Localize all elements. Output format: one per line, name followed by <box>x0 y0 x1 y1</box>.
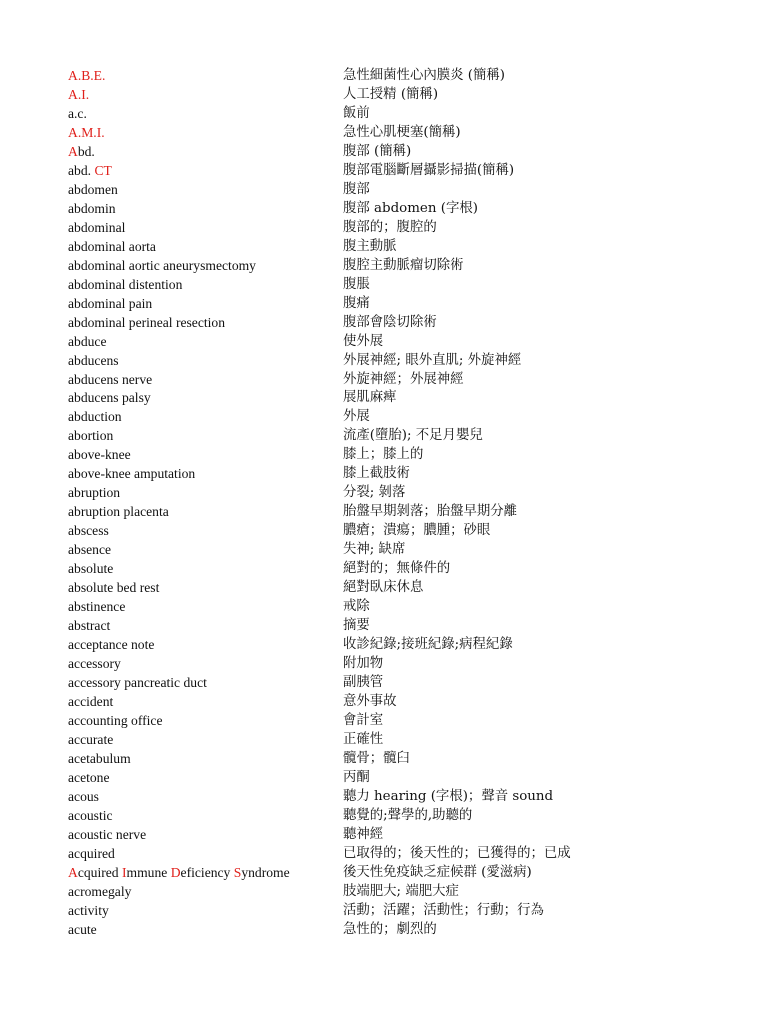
entry-term <box>68 845 115 864</box>
entry-definition: 使外展 <box>343 333 384 349</box>
entry-term <box>68 617 110 636</box>
term-text: acromegaly <box>68 883 132 899</box>
term-text: abdomin <box>68 200 116 216</box>
entry-term <box>68 921 97 940</box>
entry-definition: 髖骨；髖臼 <box>343 750 410 766</box>
entry-term <box>68 408 122 427</box>
glossary-entry <box>68 712 708 731</box>
entry-term <box>68 864 290 883</box>
glossary-entry <box>68 484 708 503</box>
entry-term <box>68 750 131 769</box>
entry-definition: 急性心肌梗塞(簡稱) <box>343 124 461 140</box>
entry-term <box>68 902 109 921</box>
glossary-entry <box>68 902 708 921</box>
term-text: above-knee amputation <box>68 466 196 482</box>
term-text: absence <box>68 542 112 558</box>
entry-term <box>68 352 119 371</box>
entry-definition: 聽神經 <box>343 826 384 842</box>
glossary-entry <box>68 845 708 864</box>
term-text: abduce <box>68 333 107 349</box>
term-highlight: S <box>233 864 242 880</box>
term-highlight: A <box>68 143 78 159</box>
entry-definition: 急性細菌性心內膜炎 (簡稱) <box>343 68 506 83</box>
glossary-entry <box>68 864 708 883</box>
term-text: abdominal perineal resection <box>68 314 226 330</box>
glossary-entry <box>68 750 708 769</box>
entry-term <box>68 427 113 446</box>
entry-definition: 腹痛 <box>343 295 370 311</box>
term-text: acceptance note <box>68 637 155 653</box>
glossary-entry <box>68 238 708 257</box>
entry-definition: 腹部 abdomen (字根) <box>343 200 478 216</box>
glossary-entry <box>68 200 708 219</box>
entry-term <box>68 788 99 807</box>
entry-term <box>68 67 105 86</box>
term-text: acetabulum <box>68 750 131 766</box>
entry-term <box>68 560 113 579</box>
glossary-entry <box>68 617 708 636</box>
entry-term <box>68 636 154 655</box>
glossary-entry <box>68 276 708 295</box>
glossary-entry <box>68 257 708 276</box>
entry-definition: 活動；活躍；活動性；行動；行為 <box>343 902 544 918</box>
entry-definition: 外展 <box>343 409 370 425</box>
entry-term <box>68 712 163 731</box>
glossary-entry <box>68 522 708 541</box>
entry-term <box>68 257 256 276</box>
term-text: abstinence <box>68 599 126 615</box>
term-text: abruption placenta <box>68 504 169 520</box>
entry-term <box>68 674 207 693</box>
term-text: accessory <box>68 656 121 672</box>
term-highlight: A.I. <box>68 86 90 102</box>
term-text: abruption <box>68 485 121 501</box>
glossary-entry <box>68 788 708 807</box>
entry-term <box>68 484 120 503</box>
term-text: acquired <box>68 845 115 861</box>
entry-term <box>68 769 110 788</box>
entry-definition: 分裂; 剝落 <box>343 485 406 501</box>
term-text: accurate <box>68 731 114 747</box>
entry-definition: 丙酮 <box>343 769 370 785</box>
term-text: abducens palsy <box>68 390 151 406</box>
term-text: yndrome <box>241 864 290 880</box>
glossary-entry <box>68 352 708 371</box>
entry-definition: 飯前 <box>343 105 370 121</box>
glossary-list <box>68 67 708 940</box>
glossary-entry <box>68 503 708 522</box>
glossary-entry <box>68 655 708 674</box>
glossary-entry <box>68 408 708 427</box>
glossary-entry <box>68 219 708 238</box>
entry-term <box>68 465 195 484</box>
entry-definition: 摘要 <box>343 618 370 634</box>
entry-term <box>68 219 125 238</box>
glossary-entry <box>68 162 708 181</box>
glossary-entry <box>68 598 708 617</box>
glossary-entry <box>68 446 708 465</box>
entry-term <box>68 143 95 162</box>
term-text: abortion <box>68 428 114 444</box>
term-text: abducens <box>68 352 119 368</box>
entry-definition: 腹主動脈 <box>343 238 397 254</box>
term-highlight: I <box>122 864 127 880</box>
term-text: abstract <box>68 618 111 634</box>
term-highlight: A.B.E. <box>68 68 106 83</box>
entry-term <box>68 295 152 314</box>
entry-definition: 收診紀錄;接班紀錄;病程紀錄 <box>343 637 513 653</box>
entry-term <box>68 105 87 124</box>
term-text: a.c. <box>68 105 87 121</box>
glossary-entry <box>68 124 708 143</box>
term-text: abdominal aortic aneurysmectomy <box>68 257 256 273</box>
entry-term <box>68 333 107 352</box>
entry-definition: 附加物 <box>343 656 384 672</box>
term-text: abducens nerve <box>68 371 153 387</box>
term-text: acoustic <box>68 807 113 823</box>
glossary-entry <box>68 883 708 902</box>
term-text: abdominal aorta <box>68 238 156 254</box>
entry-term <box>68 238 156 257</box>
entry-term <box>68 826 146 845</box>
entry-term <box>68 883 131 902</box>
entry-definition: 絕對的；無條件的 <box>343 561 451 577</box>
entry-definition: 胎盤早期剝落；胎盤早期分離 <box>343 504 518 520</box>
glossary-entry <box>68 541 708 560</box>
term-text: eficiency <box>180 864 234 880</box>
term-text: mmune <box>126 864 171 880</box>
glossary-entry <box>68 579 708 598</box>
glossary-entry <box>68 333 708 352</box>
entry-term <box>68 314 225 333</box>
term-highlight: A <box>68 864 78 880</box>
term-text: accounting office <box>68 712 163 728</box>
entry-term <box>68 124 105 143</box>
entry-definition: 腹腔主動脈瘤切除術 <box>343 257 464 273</box>
glossary-entry <box>68 86 708 105</box>
entry-definition: 急性的；劇烈的 <box>343 921 437 937</box>
term-text: abd. <box>68 162 95 178</box>
entry-term <box>68 598 125 617</box>
term-text: abscess <box>68 523 109 539</box>
glossary-entry <box>68 67 708 86</box>
entry-term <box>68 371 152 390</box>
glossary-entry <box>68 560 708 579</box>
term-text: acetone <box>68 769 110 785</box>
glossary-entry <box>68 921 708 940</box>
term-text: abdominal pain <box>68 295 153 311</box>
term-text: cquired <box>77 864 122 880</box>
entry-definition: 人工授精 (簡稱) <box>343 86 439 102</box>
entry-definition: 失神; 缺席 <box>343 542 406 558</box>
entry-definition: 腹部的；腹腔的 <box>343 219 437 235</box>
entry-definition: 肢端肥大; 端肥大症 <box>343 883 459 899</box>
entry-definition: 流產(墮胎); 不足月嬰兒 <box>343 428 483 444</box>
entry-definition: 外旋神經；外展神經 <box>343 371 464 387</box>
entry-definition: 腹部會陰切除術 <box>343 314 437 330</box>
entry-definition: 外展神經; 眼外直肌; 外旋神經 <box>343 352 522 368</box>
term-text: bd. <box>77 143 95 159</box>
term-text: absolute <box>68 561 114 577</box>
glossary-entry <box>68 465 708 484</box>
term-text: abdomen <box>68 181 118 197</box>
term-text: acoustic nerve <box>68 826 147 842</box>
entry-definition: 腹部 (簡稱) <box>343 143 412 159</box>
term-highlight: CT <box>94 162 112 178</box>
glossary-entry <box>68 731 708 750</box>
entry-term <box>68 807 113 826</box>
entry-definition: 腹部 <box>343 181 370 197</box>
entry-term <box>68 693 113 712</box>
entry-term <box>68 200 116 219</box>
entry-definition: 膿瘡；潰瘍；膿腫；砂眼 <box>343 523 491 539</box>
entry-definition: 戒除 <box>343 599 370 615</box>
term-highlight: A.M.I. <box>68 124 105 140</box>
term-text: abdominal <box>68 219 126 235</box>
entry-definition: 正確性 <box>343 731 384 747</box>
glossary-entry <box>68 371 708 390</box>
entry-definition: 聽覺的;聲學的,助聽的 <box>343 807 473 823</box>
entry-definition: 副胰管 <box>343 675 384 690</box>
entry-term <box>68 162 112 181</box>
term-text: acute <box>68 921 97 937</box>
glossary-entry <box>68 674 708 693</box>
entry-term <box>68 522 109 541</box>
term-text: acous <box>68 788 99 804</box>
entry-term <box>68 579 159 598</box>
glossary-entry <box>68 295 708 314</box>
entry-definition: 膝上；膝上的 <box>343 447 424 463</box>
glossary-entry <box>68 181 708 200</box>
glossary-entry <box>68 427 708 446</box>
entry-term <box>68 181 118 200</box>
glossary-entry <box>68 826 708 845</box>
entry-definition: 意外事故 <box>343 693 397 709</box>
term-text: activity <box>68 902 109 918</box>
entry-term <box>68 655 121 674</box>
entry-definition: 已取得的；後天性的；已獲得的；已成 <box>343 845 571 861</box>
glossary-entry <box>68 636 708 655</box>
term-text: accident <box>68 693 114 709</box>
entry-term <box>68 731 113 750</box>
term-highlight: D <box>170 864 181 880</box>
entry-definition: 絕對臥床休息 <box>343 580 424 596</box>
entry-definition: 展肌麻痺 <box>343 390 397 406</box>
entry-term <box>68 541 111 560</box>
entry-term <box>68 389 151 408</box>
entry-definition: 腹部電腦斷層攝影掃描(簡稱) <box>343 162 515 178</box>
glossary-entry <box>68 769 708 788</box>
glossary-entry <box>68 389 708 408</box>
term-text: above-knee <box>68 447 131 463</box>
entry-definition: 腹脹 <box>343 276 370 292</box>
entry-definition: 聽力 hearing (字根)；聲音 sound <box>343 788 554 804</box>
term-text: absolute bed rest <box>68 580 160 596</box>
glossary-entry <box>68 807 708 826</box>
entry-term <box>68 446 131 465</box>
glossary-entry <box>68 143 708 162</box>
glossary-entry <box>68 693 708 712</box>
term-text: abdominal distention <box>68 276 183 292</box>
glossary-entry <box>68 105 708 124</box>
entry-definition: 膝上截肢術 <box>343 466 410 482</box>
term-text: abduction <box>68 409 122 425</box>
entry-term <box>68 86 89 105</box>
entry-term <box>68 276 182 295</box>
entry-definition: 後天性免疫缺乏症候群 (愛滋病) <box>343 864 532 880</box>
glossary-entry <box>68 314 708 333</box>
term-text: accessory pancreatic duct <box>68 675 207 690</box>
entry-term <box>68 503 169 522</box>
entry-definition: 會計室 <box>343 712 384 728</box>
